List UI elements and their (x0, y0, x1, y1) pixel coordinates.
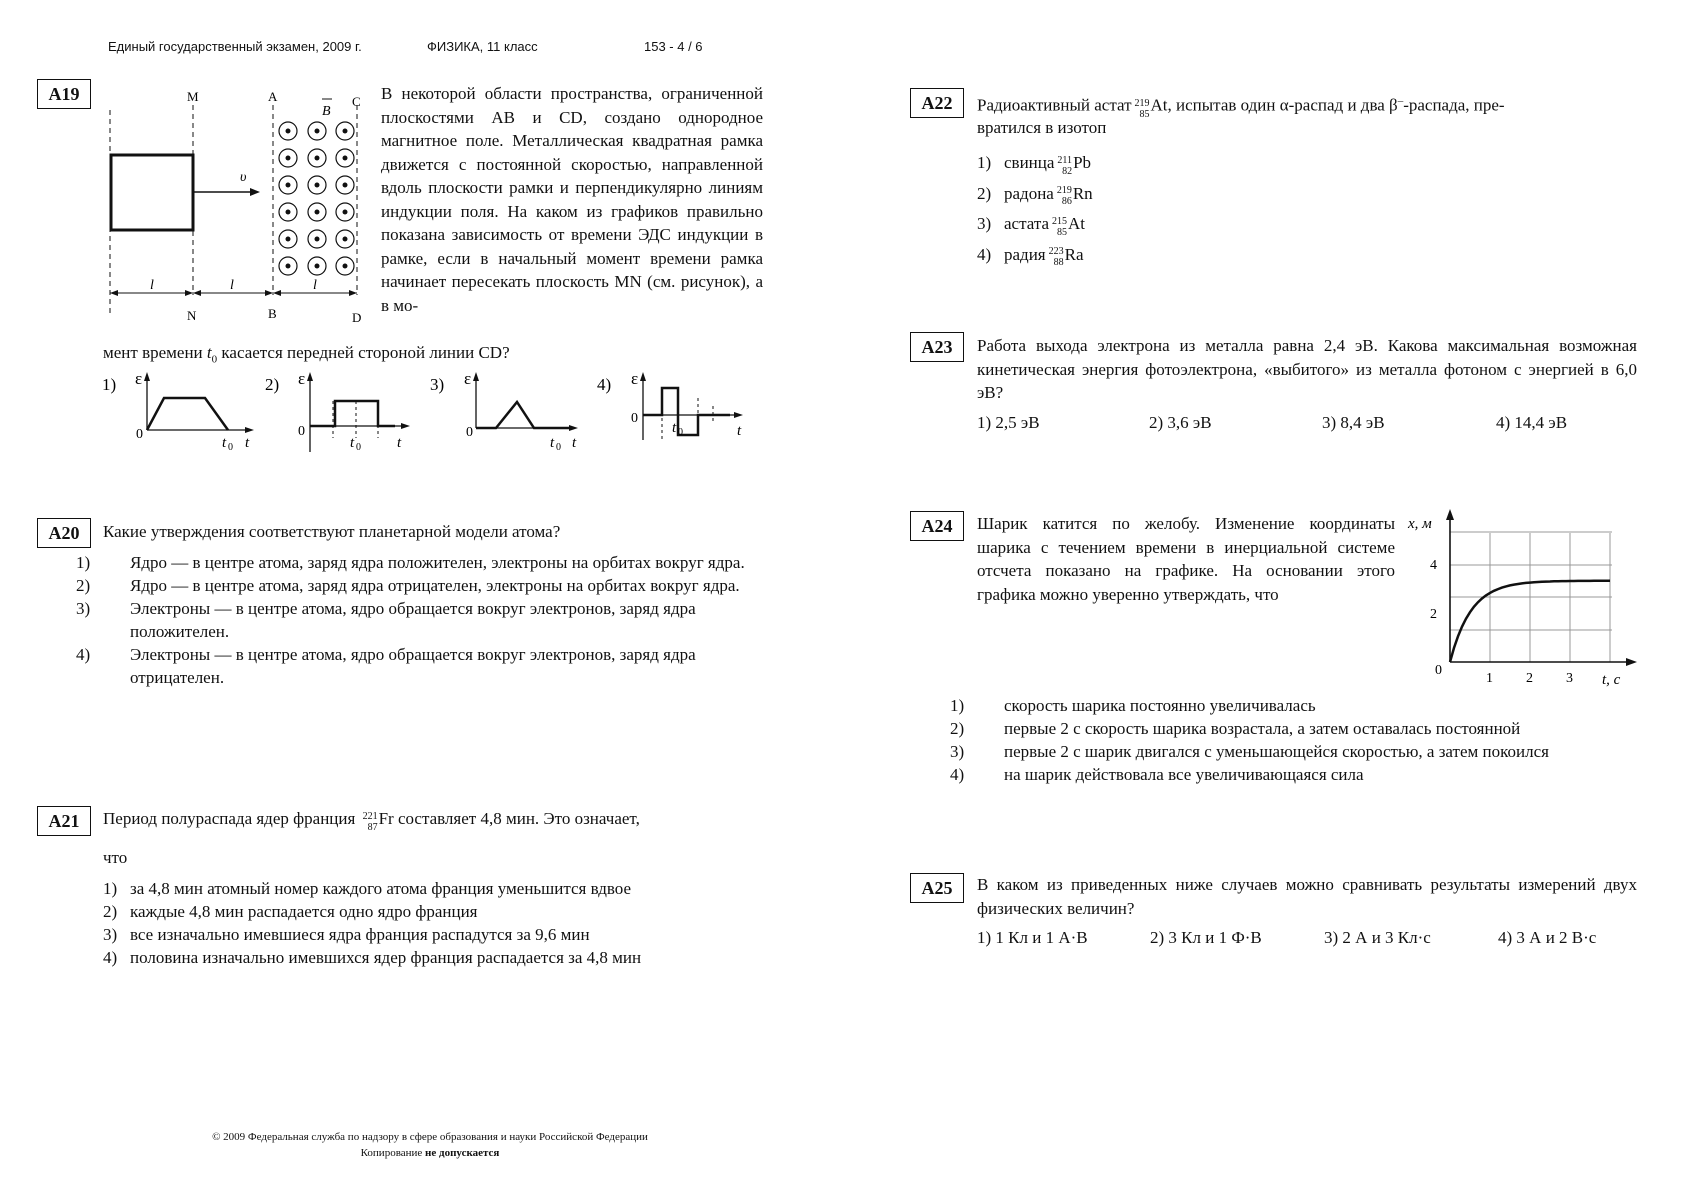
svg-text:t: t (550, 435, 555, 451)
a24-option-2[interactable]: 2) первые 2 с скорость шарика возрастала, а затем оставалась постоянной (950, 719, 1521, 738)
svg-text:0: 0 (678, 427, 683, 438)
a20-question: Какие утверждения соответствуют планетарной модели атома? (103, 522, 561, 541)
a23-option-1[interactable]: 1) 2,5 эВ (977, 413, 1040, 432)
svg-text:0: 0 (228, 442, 233, 453)
a21-option-4[interactable]: 4) половина изначально имевшихся ядер франция распадается за 4,8 мин (103, 948, 642, 967)
isotope-fr: 221 87 (362, 810, 378, 833)
x-axis-label: t, с (1602, 672, 1621, 688)
x-tick-3: 3 (1566, 671, 1573, 686)
svg-text:t: t (572, 435, 577, 451)
a24-option-1[interactable]: 1) скорость шарика постоянно увеличивалась (950, 696, 1316, 715)
a25-option-1[interactable]: 1) 1 Кл и 1 А·В (977, 928, 1088, 947)
svg-text:0: 0 (466, 425, 473, 440)
graph-2 (298, 369, 410, 453)
a24-question: Шарик катится по желобу. Изменение координаты шарика с течением времени в инерциальной системе отсчета показано на графике. На основании этого графика можно уверенно утверждать, что (977, 514, 1395, 604)
a21-question: Период полураспада ядер франция 221 87 Fr составляет 4,8 мин. Это означает, (103, 809, 640, 833)
a21-options (103, 877, 783, 969)
a20-option-4[interactable]: 4) Электроны — в центре атома, ядро обращается вокруг электронов, заряд ядра отрицателен. (76, 645, 696, 687)
length-label-2: l (230, 278, 234, 293)
x-tick-2: 2 (1526, 671, 1533, 686)
label-m: M (187, 89, 199, 104)
a19-question-text: В некоторой области пространства, ограниченной плоскостями AB и CD, создано однородное магнитное поле. Металлическая квадратная рамка движется с постоянной скоростью, направленной вдоль плоскости рамки и перпендикулярно линиям индукции поля. На каком из графиков правильно показана зависимость от времени ЭДС индукции в рамке, если в начальный момент времени рамка начинает пересекать плоскость MN (см. рисунок), а в мо- (381, 84, 763, 315)
graph-option-1: 1) (102, 375, 117, 394)
a25-option-2[interactable]: 2) 3 Кл и 1 Ф·В (1150, 928, 1262, 947)
y-tick-2: 2 (1430, 607, 1437, 622)
a25-question: В каком из приведенных ниже случаев можно сравнивать результаты измерений двух физических величин? (977, 875, 1637, 918)
a22-option-2[interactable]: 2) радона 219 86 Rn (977, 183, 1093, 208)
a24-option-4[interactable]: 4) на шарик действовала все увеличивающаяся сила (950, 765, 1364, 784)
label-n: N (187, 308, 197, 323)
y-axis-label: x, м (1408, 516, 1432, 532)
svg-text:t: t (245, 435, 250, 451)
a24-chart (1400, 508, 1640, 693)
question-label-a23: A23 (910, 332, 964, 362)
footer-copy-notice: Копирование не допускается (360, 1147, 500, 1159)
a20-option-2[interactable]: 2) Ядро — в центре атома, заряд ядра отрицателен, электроны на орбитах вокруг ядра. (76, 576, 740, 595)
svg-text:t: t (672, 420, 677, 436)
y-tick-0: 0 (1435, 663, 1442, 678)
svg-text:0: 0 (356, 442, 361, 453)
exam-title: Единый государственный экзамен, 2009 г. (108, 39, 362, 54)
a19-frame-figure (100, 85, 370, 325)
a22-option-1[interactable]: 1) свинца 211 82 Pb (977, 153, 1092, 177)
question-label-a19: A19 (37, 79, 91, 109)
length-label-3: l (313, 278, 317, 293)
a22-question: Радиоактивный астат 219 85 At, испытав один α-распад и два β–-распада, пре- (977, 95, 1505, 120)
a23-option-2[interactable]: 2) 3,6 эВ (1149, 413, 1212, 432)
a21-question-end: что (103, 848, 128, 867)
svg-text:0: 0 (298, 424, 305, 439)
a20-option-3[interactable]: 3) Электроны — в центре атома, ядро обращается вокруг электронов, заряд ядра положителен. (76, 599, 696, 641)
subject-title: ФИЗИКА, 11 класс (427, 39, 538, 54)
a20-options (76, 551, 763, 689)
label-d: D (352, 310, 362, 325)
question-label-a25: A25 (910, 873, 964, 903)
a24-option-3[interactable]: 3) первые 2 с шарик двигался с уменьшающейся скоростью, а затем покоился (950, 742, 1549, 761)
a21-option-3[interactable]: 3) все изначально имевшиеся ядра франция распадутся за 9,6 мин (103, 925, 590, 944)
a22-question-line2: вратился в изотоп (977, 118, 1107, 137)
a25-option-3[interactable]: 3) 2 А и 3 Кл·с (1324, 928, 1431, 947)
page-number: 153 - 4 / 6 (644, 39, 703, 54)
a23-question: Работа выхода электрона из металла равна 2,4 эВ. Какова максимальная возможная кинетическая энергия фотоэлектрона, «выбитого» из металла фотоном с энергией в 6,0 эВ? (977, 336, 1637, 402)
isotope-at: 219 85 (1134, 97, 1150, 120)
graph-option-4: 4) (597, 375, 612, 394)
graph-option-2: 2) (265, 375, 280, 394)
a21-option-1[interactable]: 1) за 4,8 мин атомный номер каждого атома франция уменьшится вдвое (103, 879, 632, 898)
a22-option-4[interactable]: 4) радия 223 88 Ra (977, 244, 1084, 269)
svg-text:ε: ε (135, 369, 143, 388)
svg-text:0: 0 (631, 411, 638, 426)
question-label-a21: A21 (37, 806, 91, 836)
svg-text:ε: ε (631, 369, 639, 388)
a19-graph-options (100, 368, 770, 453)
a22-options (977, 148, 1093, 270)
a19-question-tail: мент времени $t_0$ касается передней стороной линии CD? (103, 343, 510, 366)
a20-option-1[interactable]: 1) Ядро — в центре атома, заряд ядра положителен, электроны на орбитах вокруг ядра. (76, 553, 745, 572)
velocity-label: υ (240, 170, 247, 185)
svg-text:0: 0 (136, 427, 143, 442)
label-a: A (268, 89, 278, 104)
length-label-1: l (150, 278, 154, 293)
a23-option-4[interactable]: 4) 14,4 эВ (1496, 413, 1568, 432)
svg-text:t: t (397, 435, 402, 451)
svg-text:t: t (737, 423, 742, 439)
question-label-a24: A24 (910, 511, 964, 541)
graph-3 (464, 369, 578, 453)
label-c: C (352, 94, 361, 109)
svg-text:t: t (350, 435, 355, 451)
a24-options (950, 694, 1637, 786)
svg-text:t: t (222, 435, 227, 451)
label-b: B (268, 306, 277, 321)
question-label-a22: A22 (910, 88, 964, 118)
graph-option-3: 3) (430, 375, 445, 394)
graph-4 (631, 369, 743, 440)
svg-text:ε: ε (298, 369, 306, 388)
svg-text:0: 0 (556, 442, 561, 453)
graph-1 (135, 369, 254, 453)
a23-option-3[interactable]: 3) 8,4 эВ (1322, 413, 1385, 432)
a25-option-4[interactable]: 4) 3 А и 2 В·с (1498, 928, 1597, 947)
induction-label: B (322, 104, 331, 119)
question-label-a20: A20 (37, 518, 91, 548)
svg-text:ε: ε (464, 369, 472, 388)
x-tick-1: 1 (1486, 671, 1493, 686)
a21-option-2[interactable]: 2) каждые 4,8 мин распадается одно ядро франция (103, 902, 478, 921)
a22-option-3[interactable]: 3) астата 215 85 At (977, 214, 1086, 238)
footer-copyright: © 2009 Федеральная служба по надзору в сфере образования и науки Российской Федерации (212, 1131, 648, 1143)
y-tick-4: 4 (1430, 558, 1437, 573)
